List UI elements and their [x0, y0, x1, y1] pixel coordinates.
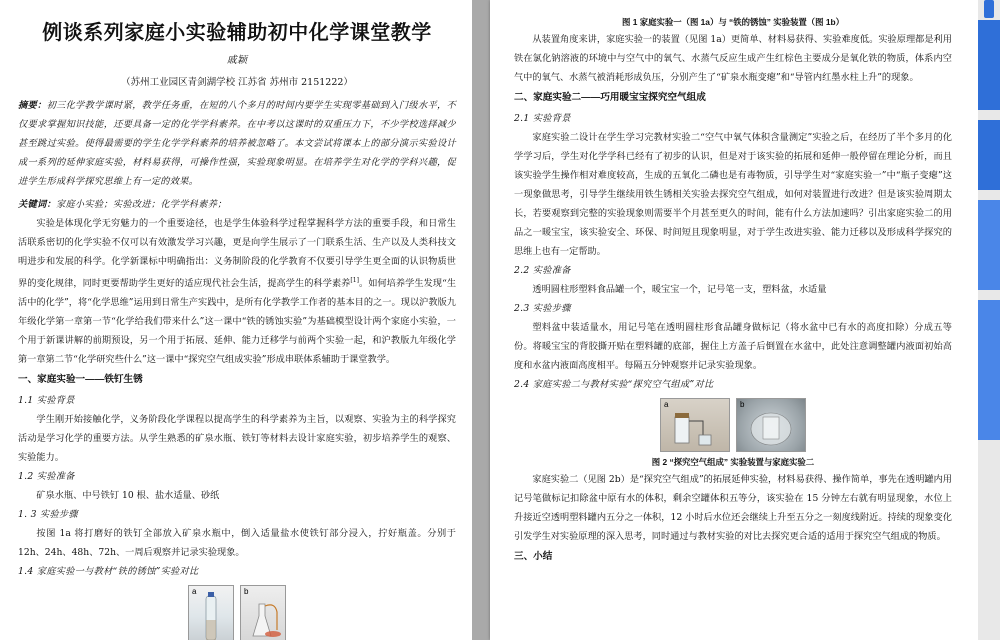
- section2-heading: 二、家庭实验二——巧用暖宝宝探究空气组成: [514, 92, 706, 103]
- section1-heading: 一、家庭实验一——铁钉生锈: [18, 374, 143, 386]
- figure1-photos: [18, 585, 456, 640]
- sidebar-tab-3[interactable]: [978, 200, 1000, 290]
- figure2b-photo: [736, 398, 806, 452]
- figure1-caption: 图 1 家庭实验一（图 1a）与 “铁的锈蚀” 实验装置（图 1b）: [622, 17, 844, 27]
- scroll-thumb[interactable]: [984, 0, 994, 18]
- sidebar-tab-4[interactable]: [978, 300, 1000, 440]
- figure2-photos: [514, 398, 952, 452]
- figure1b-label: b: [244, 587, 249, 597]
- figure1b-photo: [240, 585, 286, 640]
- section2-3-text: 塑料盆中装适量水，用记号笔在透明圆柱形食品罐身做标记（将水盆中已有水的高度扣除）分成五等份。将暖宝宝的背胶撕开贴在塑料罐的底部，握住上方盖子后倒置在水盆中，此处注意调整罐内液面初始高度和水盆内液面高度相平。每隔五分钟观察并记录实验现象。: [514, 322, 952, 371]
- section2-4-heading: 2.4 家庭实验二与教材实验“探究空气组成”对比: [514, 379, 714, 390]
- figure2b-label: b: [740, 400, 745, 409]
- section1-1-text: 学生刚开始接触化学，义务阶段化学课程以提高学生的科学素养为主旨，以观察、实验为主的科学探究活动是学习化学的重要方法。从学生熟悉的矿泉水瓶、铁钉等材料去设计家庭实验，初步培养学生的观察、实验能力。: [18, 414, 456, 464]
- intro-text-cont: 。如何培养学生发现“生活中的化学”，将“化学思维”运用到日常生产实践中，是所有化学教学工作者的基本目的之一。现以沪教版九年级化学第一章第一节“化学给我们带来什么”这一课中“铁的锈蚀实验”为基础模型设计两个家庭小实验，一个用于新课讲解的前期预设，另一个用于拓展、延伸、能力迁移学与前两个实验一起，和沪教版九年级化学第一章第二节“化学研究些什么”这一课中“探究空气组成实验”形成串联体系辅助于课堂教学。: [18, 278, 457, 366]
- intro-text: 实验是体现化学无穷魅力的一个重要途径，也是学生体验科学过程掌握科学方法的重要手段，和日常生活联系密切的化学实验不仅可以有效激发学习兴趣，更是向学生展示了一门联系生活、生产以及人类科技文明进步和发展的科学。化学新课标中明确指出：义务制阶段的化学教育不仅要引导学生更全面的认识物质世界的变化规律，同时更要帮助学生更好的适应现代社会生活，提高学生的科学素养: [18, 218, 456, 290]
- section1-2-text: 矿泉水瓶、中号铁钉 10 根、盐水适量、砂纸: [36, 490, 220, 502]
- right-sidebar: [978, 0, 1000, 640]
- keywords-label: 关键词：: [18, 199, 56, 210]
- keywords: [18, 195, 456, 214]
- figure2-discussion: 家庭实验二（见图 2b）是“探究空气组成”的拓展延伸实验，材料易获得、操作简单，事先在透明罐内用记号笔做标记扣除盆中原有水的体积，剩余空罐体积五等分，该实验在 15 分钟左右就有明显现象，水位上升接近空透明塑料罐内五分之一体积，12 小时后水位还会继续上升至五分之一刻度线附近。持续的现象变化引发学生对实验原理的深入思考，同时通过与教材实验的对比去探究更合适的适用于探究空气组成的物质。: [514, 474, 952, 542]
- section2-3-heading: 2.3 实验步骤: [514, 303, 571, 314]
- intro-paragraph: [18, 214, 456, 369]
- page-gutter: [472, 0, 490, 640]
- section1-3-heading: 1. 3 实验步骤: [18, 509, 78, 521]
- section2-2-text: 透明圆柱形塑料食品罐一个，暖宝宝一个，记号笔一支，塑料盆，水适量: [532, 284, 827, 295]
- document-page-left: [0, 0, 472, 640]
- section2-1-text: 家庭实验二设计在学生学习完教材实验二“空气中氧气体积含量测定”实验之后，在经历了半个多月的化学学习后，学生对化学学科已经有了初步的认识，但是对于该实验的拓展和延伸一般停留在理论分析，而且该实验学生操作相对难度较高，生成的五氧化二磷也是有毒物质，引导学生对“家庭实验一”中“瓶子变瘪”这一现象做思考，引导学生继续用铁生锈相关实验去探究空气组成，如何对装置进行改进？但是该实验周期太长，若要观察到完整的实验现象则需要半个月甚至更久的时间，能有什么方法加速吗？引出家庭实验二的用品之一暖宝宝，该实验安全、环保、时间短且现象明显，对于学生改进实验、能力迁移以及形成科学探究的思维上也有一定帮助。: [514, 132, 952, 257]
- section1-4-heading: 1.4 家庭实验一与教材“铁的锈蚀”实验对比: [18, 566, 199, 578]
- section3-heading: 三、小结: [514, 551, 553, 562]
- sidebar-tab-2[interactable]: [978, 120, 1000, 190]
- keywords-text: 家庭小实验；实验改进；化学学科素养；: [55, 199, 227, 210]
- section1-2-heading: 1.2 实验准备: [18, 471, 75, 483]
- figure2a-label: a: [664, 400, 669, 409]
- figure1a-photo: [188, 585, 234, 640]
- document-page-right: [490, 0, 978, 640]
- figure2-caption: 图 2 “探究空气组成” 实验装置与家庭实验二: [651, 457, 815, 467]
- figure2a-photo: [660, 398, 730, 452]
- figure1-discussion: 从装置角度来讲，家庭实验一的装置（见图 1a）更简单、材料易获得、实验难度低。实验原理都是利用铁在氯化钠溶液的环境中与空气中的氧气、水蒸气反应生成产生红棕色主要成分是氧化铁的物质，体系内空气中的氧气、水蒸气被消耗形成负压，分别产生了“矿泉水瓶变瘪”和“导管内红墨水柱上升”的现象。: [514, 34, 952, 83]
- abstract-text: 初三化学教学课时紧，教学任务重，在短的八个多月的时间内要学生实现零基础到入门级水平，不仅要求掌握知识技能，还要具备一定的化学学科素养。在中考以这课时的双重压力下，不少学校选择减少甚至跳过实验。使得最需要的学生化学学科素养的培养被忽略了。本文尝试将课本上的部分演示实验设计成一系列的延伸家庭实验，材料易获得，可操作性强，实验现象明显。在培养学生对化学的学科兴趣，促进学生形成科学探究思维上有一定的效果。: [18, 100, 456, 187]
- section1-1-heading: 1.1 实验背景: [18, 395, 75, 407]
- abstract-label: 摘要：: [18, 100, 47, 111]
- section1-3-text: 按图 1a 将打磨好的铁钉全部放入矿泉水瓶中，倒入适量盐水使铁钉部分浸入，拧好瓶盖。分别于 12h、24h、48h、72h、一周后观察并记录实验现象。: [18, 528, 456, 559]
- apparatus-icon: [661, 399, 729, 451]
- figure1a-label: a: [192, 587, 197, 597]
- jar-icon: [737, 399, 805, 451]
- article-title: 例谈系列家庭小实验辅助初中化学课堂教学: [42, 22, 432, 44]
- intro-citation: [1]: [350, 277, 359, 284]
- section2-1-heading: 2.1 实验背景: [514, 113, 571, 124]
- section2-2-heading: 2.2 实验准备: [514, 265, 571, 276]
- sidebar-tab-1[interactable]: [978, 20, 1000, 110]
- author-name: 戚颖: [226, 55, 248, 66]
- author-affiliation: （苏州工业园区青剑湖学校 江苏省 苏州市 2151222）: [121, 77, 353, 88]
- abstract: [18, 96, 456, 191]
